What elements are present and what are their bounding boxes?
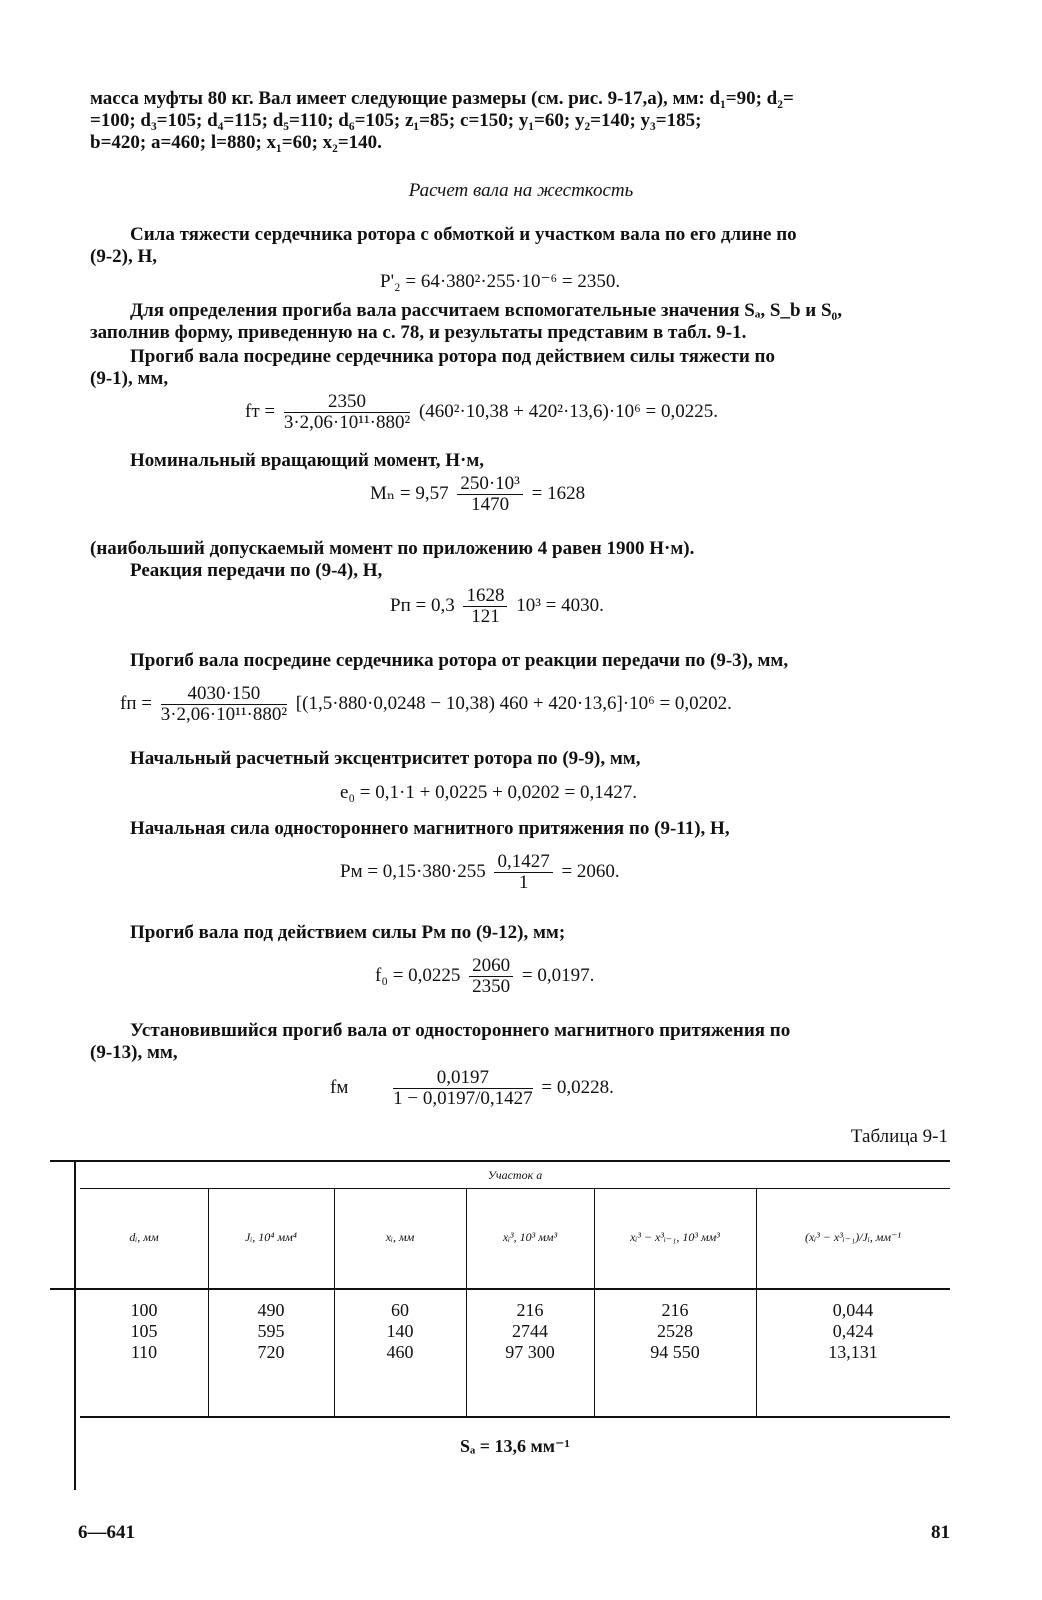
table-cell: 100: [130, 1300, 158, 1320]
fraction: [284, 392, 410, 433]
fraction-denominator: 3·2,06·10¹¹·880²: [283, 412, 411, 433]
equation-lhs: f₀ = 0,0225: [375, 964, 461, 986]
equation-lhs: Pп = 0,3: [390, 594, 455, 616]
page-number: 81: [931, 1522, 950, 1543]
magnetic-force-text: Начальная сила одностороннего магнитного притяжения по (9-11), Н,: [130, 818, 730, 839]
deflection-magnetic-equation: [375, 956, 594, 997]
gravity-text-1: Сила тяжести сердечника ротора с обмоткой и участком вала по его длине по: [130, 224, 797, 245]
col-header-x3: xᵢ³, 10³ мм³: [502, 1230, 558, 1244]
table-cell: 216: [661, 1300, 689, 1320]
steady-equation: [330, 1068, 614, 1109]
table-cell: 60: [391, 1300, 409, 1320]
fraction-numerator: 0,1427: [494, 852, 552, 873]
fraction: [393, 1068, 533, 1109]
equation-rest: (460²·10,38 + 420²·13,6)·10⁶ = 0,0225.: [418, 400, 719, 422]
equation-lhs: Pм = 0,15·380·255: [340, 860, 486, 882]
equation-rhs: = 2060.: [561, 860, 620, 882]
fraction-denominator: 2350: [472, 976, 511, 997]
fraction-denominator: 3·2,06·10¹¹·880²: [160, 704, 288, 725]
fraction-numerator: 1628: [463, 586, 507, 607]
gravity-equation: P'₂ = 64·380²·255·10⁻⁶ = 2350.: [380, 271, 621, 292]
col-header-dx3: xᵢ³ − x³ᵢ₋₁, 10³ мм³: [630, 1230, 720, 1244]
table-cell: 105: [130, 1321, 158, 1341]
table-cell: 490: [257, 1300, 285, 1320]
deflection-reaction-equation: [120, 684, 732, 725]
section-heading: Расчет вала на жесткость: [408, 180, 634, 201]
equation-rest: [(1,5·880·0,0248 − 10,38) 460 + 420·13,6]·10⁶ = 0,0202.: [295, 692, 732, 714]
table-cell: 595: [257, 1321, 285, 1341]
table-top-rule: [50, 1160, 950, 1162]
table-cell: 13,131: [828, 1342, 878, 1362]
table-cell: 140: [386, 1321, 414, 1341]
torque-note: (наибольший допускаемый момент по приложению 4 равен 1900 Н·м).: [90, 538, 695, 559]
equation-lhs: fм: [330, 1076, 349, 1098]
col-header-j: Jᵢ, 10⁴ мм⁴: [245, 1230, 297, 1244]
fraction-numerator: 2350: [284, 392, 410, 413]
reaction-text: Реакция передачи по (9-4), Н,: [130, 560, 383, 581]
data-table: [50, 1160, 950, 1490]
footer-signature: 6—641: [78, 1522, 135, 1543]
fraction-numerator: 250·10³: [457, 474, 523, 495]
table-cell: 0,424: [832, 1321, 874, 1341]
fraction: [469, 956, 513, 997]
fraction: [161, 684, 287, 725]
fraction-denominator: 1: [518, 872, 529, 893]
steady-text-1: Установившийся прогиб вала от одностороннего магнитного притяжения по: [130, 1020, 791, 1041]
fraction-denominator: 121: [471, 606, 500, 627]
steady-text-2: (9-13), мм,: [90, 1042, 178, 1063]
table-cell: 2744: [512, 1321, 548, 1341]
equation-lhs: fп =: [120, 692, 152, 714]
fraction: [457, 474, 523, 515]
fraction-numerator: 4030·150: [161, 684, 287, 705]
equation-lhs: fт =: [245, 400, 276, 422]
aux-text-2: заполнив форму, приведенную на с. 78, и результаты представим в табл. 9-1.: [90, 322, 747, 343]
table-left-rule: [74, 1160, 76, 1490]
table-cell: 216: [516, 1300, 544, 1320]
table-sum: Sₐ = 13,6 мм⁻¹: [460, 1436, 570, 1456]
intro-line-2: =100; d₃=105; d₄=115; d₅=110; d₆=105; z₁=85; c=150; y₁=60; y₂=140; y₃=185;: [90, 110, 702, 131]
col-header-x: xᵢ, мм: [385, 1230, 415, 1244]
equation-lhs: Mₙ = 9,57: [370, 482, 449, 504]
intro-line-1: масса муфты 80 кг. Вал имеет следующие размеры (см. рис. 9-17,а), мм: d₁=90; d₂=: [90, 88, 794, 109]
reaction-equation: [390, 586, 604, 627]
gravity-text-2: (9-2), Н,: [90, 246, 158, 267]
group-header: Участок a: [487, 1168, 543, 1182]
deflection-magnetic-text: Прогиб вала под действием силы Pм по (9-12), мм;: [130, 922, 566, 943]
deflection-reaction-text: Прогиб вала посредине сердечника ротора от реакции передачи по (9-3), мм,: [130, 650, 789, 671]
header-bottom-rule: [50, 1288, 950, 1290]
table-cell: 110: [130, 1342, 158, 1362]
fraction: [463, 586, 507, 627]
magnetic-force-equation: [340, 852, 620, 893]
table-cell: 0,044: [832, 1300, 874, 1320]
eccentricity-equation: e₀ = 0,1·1 + 0,0225 + 0,0202 = 0,1427.: [340, 782, 637, 803]
col-header-d: dᵢ, мм: [129, 1230, 159, 1244]
equation-rhs: = 0,0197.: [521, 964, 595, 986]
table-cell: 94 550: [650, 1342, 700, 1362]
fraction-numerator: 2060: [469, 956, 513, 977]
table-cell: 2528: [657, 1321, 693, 1341]
torque-equation: [370, 474, 585, 515]
equation-rhs: = 0,0228.: [541, 1076, 614, 1098]
table-cell: 97 300: [505, 1342, 555, 1362]
equation-rhs: = 1628: [531, 482, 586, 504]
deflection-gravity-text-2: (9-1), мм,: [90, 368, 169, 389]
col-header-ratio: (xᵢ³ − x³ᵢ₋₁)/Jᵢ, мм⁻¹: [804, 1230, 902, 1244]
deflection-gravity-text-1: Прогиб вала посредине сердечника ротора под действием силы тяжести по: [130, 346, 775, 367]
fraction: [494, 852, 552, 893]
table-caption: Таблица 9-1: [850, 1126, 948, 1147]
deflection-gravity-equation: [245, 392, 718, 433]
equation-rhs: 10³ = 4030.: [516, 594, 604, 616]
intro-line-3: b=420; a=460; l=880; x₁=60; x₂=140.: [90, 132, 382, 153]
fraction-denominator: 1470: [471, 494, 510, 515]
table-bottom-rule: [80, 1416, 950, 1418]
group-header-rule: [80, 1188, 950, 1189]
torque-text: Номинальный вращающий момент, Н·м,: [130, 450, 485, 471]
fraction-numerator: 0,0197: [393, 1068, 533, 1089]
table-cell: 460: [386, 1342, 414, 1362]
table-cell: 720: [257, 1342, 285, 1362]
fraction-denominator: 1 − 0,0197/0,1427: [393, 1088, 533, 1109]
eccentricity-text: Начальный расчетный эксцентриситет ротора по (9-9), мм,: [130, 748, 641, 769]
aux-text-1: Для определения прогиба вала рассчитаем вспомогательные значения Sₐ, S_b и S₀,: [130, 300, 842, 321]
